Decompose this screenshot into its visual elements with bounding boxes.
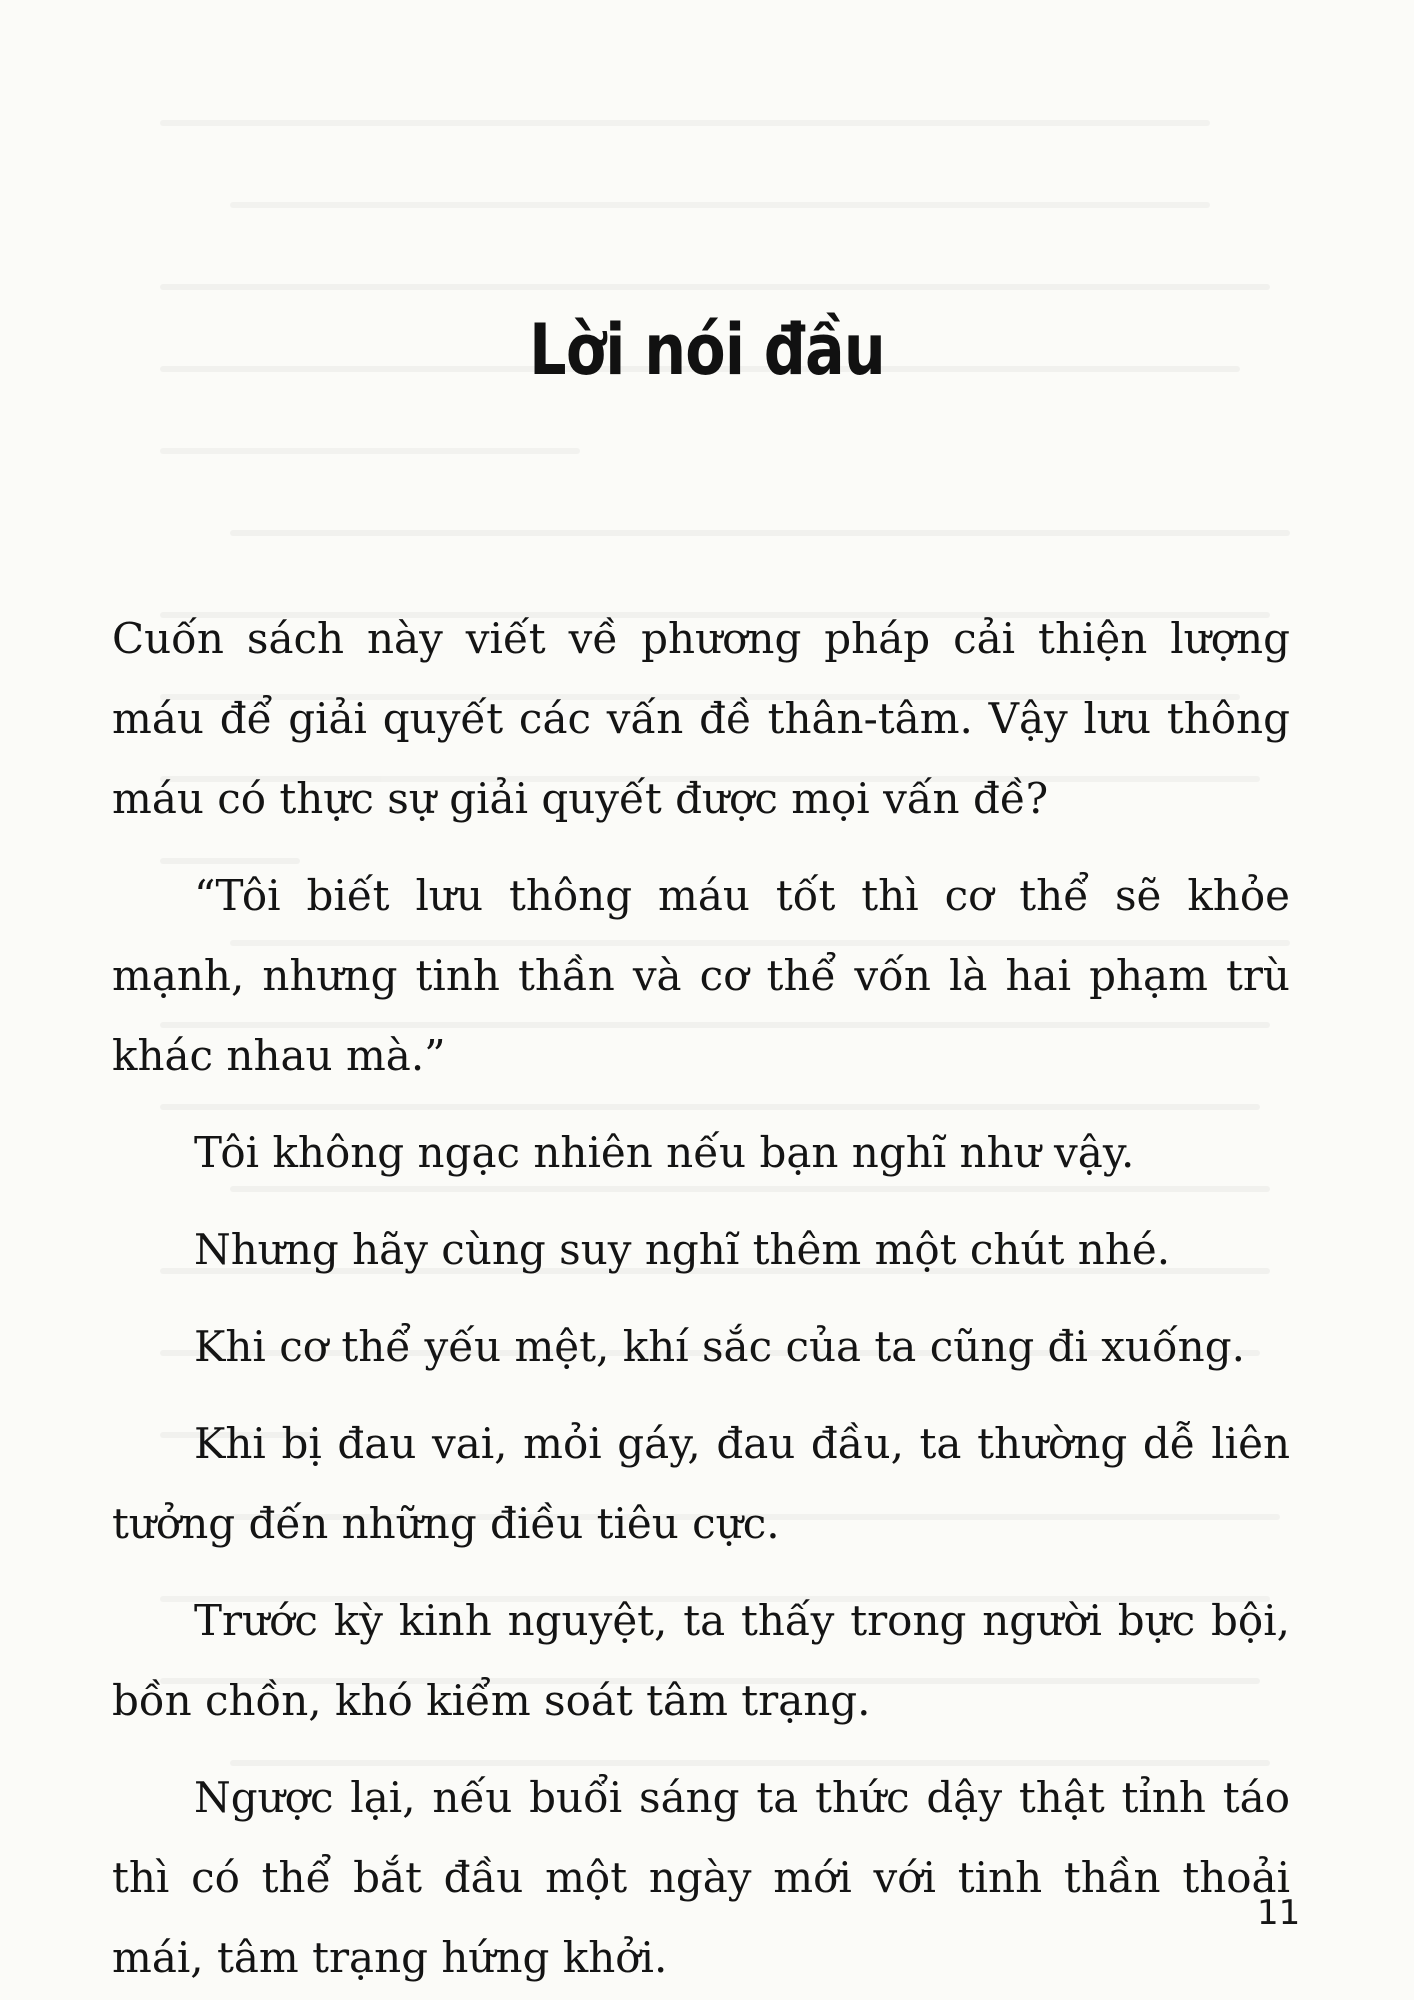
paragraph: Nhưng hãy cùng suy nghĩ thêm một chút nhé.: [194, 1225, 1171, 1274]
body-text: [112, 599, 1290, 2000]
paragraph: Cuốn sách này viết về phương pháp cải thiện lượng máu để giải quyết các vấn đề thân-tâm. Vậy lưu thông máu có thực sự giải quyết được mọi vấn đề?: [112, 614, 1290, 823]
paragraph: Khi cơ thể yếu mệt, khí sắc của ta cũng đi xuống.: [194, 1322, 1245, 1371]
paragraph: Tôi không ngạc nhiên nếu bạn nghĩ như vậy.: [194, 1128, 1135, 1177]
paragraph: Khi bị đau vai, mỏi gáy, đau đầu, ta thường dễ liên tưởng đến những điều tiêu cực.: [112, 1419, 1290, 1548]
page-number: 11: [1257, 1893, 1301, 1933]
paragraph: Trước kỳ kinh nguyệt, ta thấy trong người bực bội, bồn chồn, khó kiểm soát tâm trạng.: [112, 1596, 1290, 1725]
chapter-title: Lời nói đầu: [529, 308, 885, 391]
paragraph: Ngược lại, nếu buổi sáng ta thức dậy thật tỉnh táo thì có thể bắt đầu một ngày mới với tinh thần thoải mái, tâm trạng hứng khởi.: [112, 1773, 1290, 1982]
quoted-paragraph: “Tôi biết lưu thông máu tốt thì cơ thể sẽ khỏe mạnh, nhưng tinh thần và cơ thể vốn là hai phạm trù khác nhau mà.”: [112, 871, 1290, 1080]
